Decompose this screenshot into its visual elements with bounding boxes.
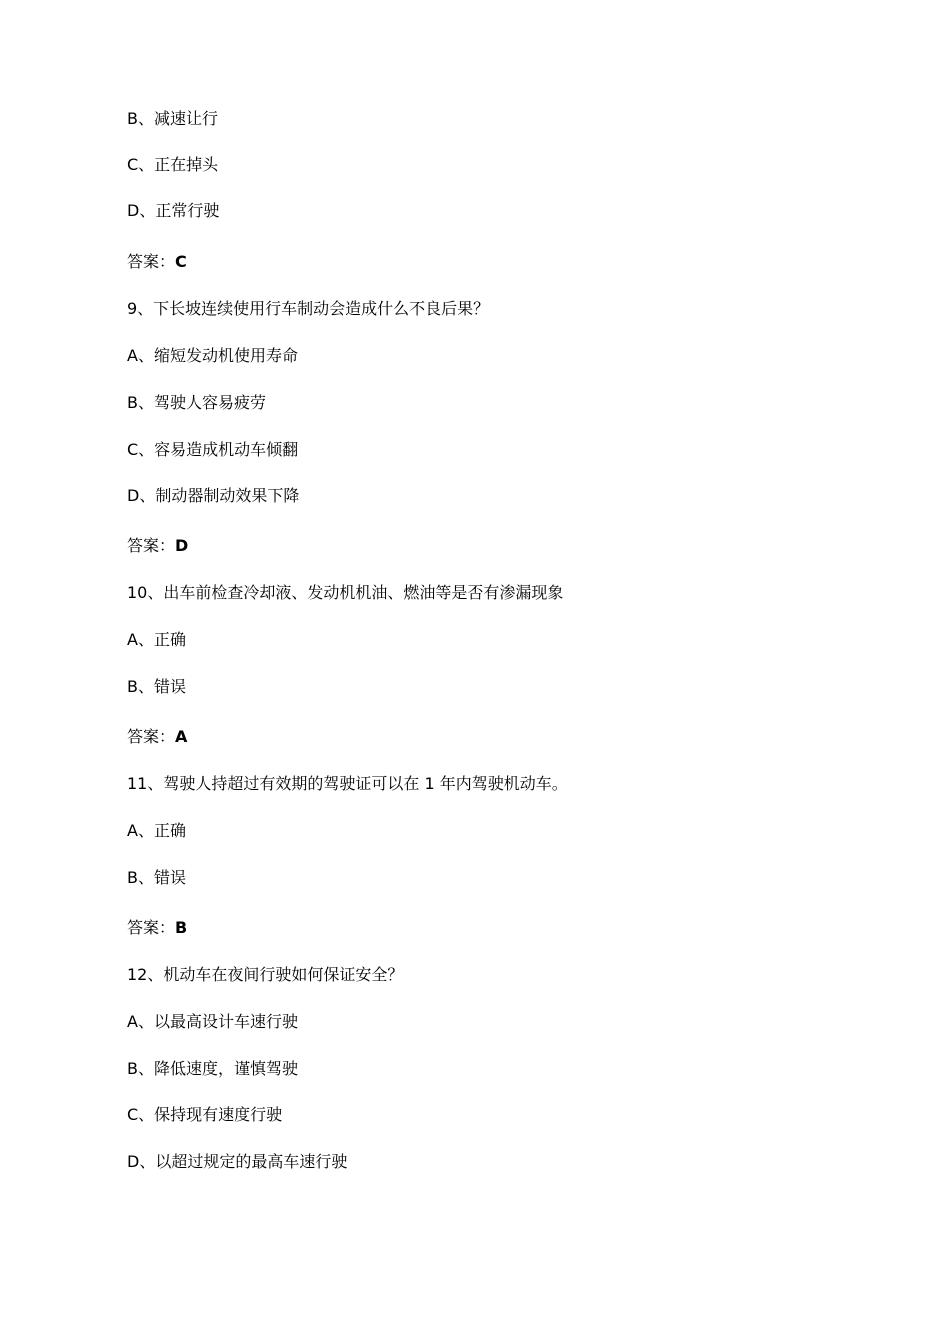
option-c: C、保持现有速度行驶 [127, 1105, 283, 1124]
answer-label: 答案： [127, 918, 176, 937]
answer-value: D [175, 536, 189, 555]
option-b: B、驾驶人容易疲劳 [127, 393, 266, 412]
question-text: 12、机动车在夜间行驶如何保证安全？ [127, 965, 404, 984]
answer-value: C [175, 252, 187, 271]
answer-label: 答案： [127, 727, 176, 746]
answer-line [127, 251, 187, 273]
answer-value: A [175, 727, 188, 746]
option-b: B、降低速度，谨慎驾驶 [127, 1059, 298, 1078]
option-a: A、缩短发动机使用寿命 [127, 346, 298, 365]
option-a: A、以最高设计车速行驶 [127, 1012, 298, 1031]
option-a: A、正确 [127, 630, 186, 649]
option-c: C、容易造成机动车倾翻 [127, 440, 299, 459]
option-b: B、错误 [127, 677, 186, 696]
option-d: D、正常行驶 [127, 201, 220, 220]
option-b: B、减速让行 [127, 109, 218, 128]
option-a: A、正确 [127, 821, 186, 840]
question-text: 11、驾驶人持超过有效期的驾驶证可以在 1 年内驾驶机动车。 [127, 774, 568, 793]
answer-line [127, 917, 187, 939]
question-text: 10、出车前检查冷却液、发动机机油、燃油等是否有渗漏现象 [127, 583, 564, 602]
option-d: D、制动器制动效果下降 [127, 486, 300, 505]
option-c: C、正在掉头 [127, 155, 219, 174]
answer-value: B [175, 918, 188, 937]
question-text: 9、下长坡连续使用行车制动会造成什么不良后果？ [127, 299, 490, 318]
option-b: B、错误 [127, 868, 186, 887]
answer-label: 答案： [127, 252, 176, 271]
answer-line [127, 535, 188, 557]
answer-line [127, 726, 187, 748]
answer-label: 答案： [127, 536, 176, 555]
option-d: D、以超过规定的最高车速行驶 [127, 1152, 348, 1171]
